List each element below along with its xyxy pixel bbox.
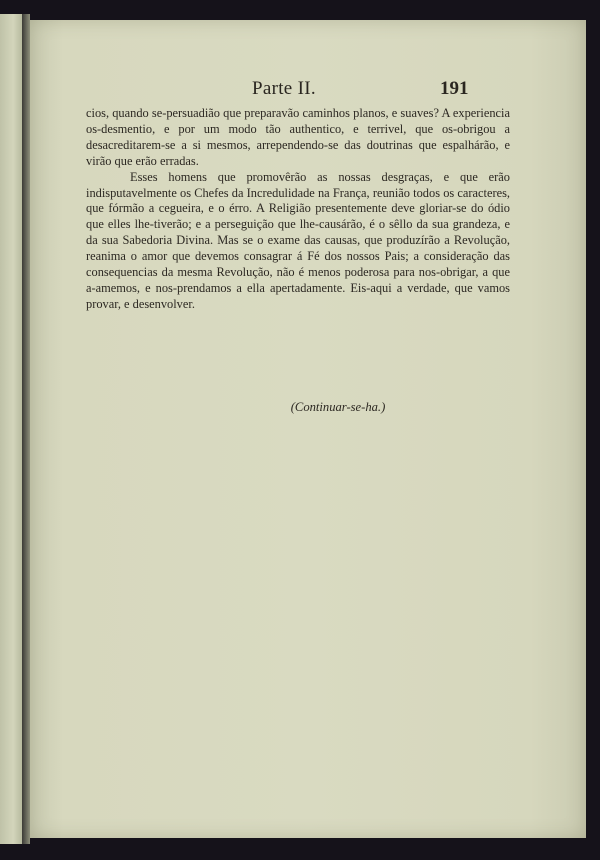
body-text [86, 106, 510, 313]
book-page [30, 20, 586, 838]
continuation-note [30, 400, 586, 415]
show-through-text [116, 360, 536, 790]
paragraph: Esses homens que promovêrão as nossas desgraças, e que erão indisputavelmente os Chefes da Incredulidade na França, reunião todos os caracteres, que fórmão a cegueira, e o érro. A Religião presentemente deve gloriar-se do ódio que elles lhe-tiverão; e a perseguição que lhe-causárão, é o sêllo da sua grandeza, e da sua Sabedoria Divina. Mas se o exame das causas, que produzírão a Revolução, reanima o amor que devemos consagrar á Fé dos nossos Pais; a consideração das consequencias da mesma Revolução, não é menos poderosa para nos-obrigar, a que a-amemos, e nos-prendamos a ella apertadamente. Eis-aqui a verdade, que vamos provar, e desenvolver. [86, 169, 510, 311]
paragraph-continued: cios, quando se-persuadião que preparavão caminhos planos, e suaves? A experiencia os-desmentio, e por um modo tão authentico, e terrivel, que os-obrigou a desacreditarem-se a si mesmos, arrependendo-se das doutrinas que espalhárão, e virão que erão erradas. [86, 106, 510, 168]
continuation-label: (Continuar-se-ha.) [290, 400, 386, 414]
page-header [30, 78, 586, 106]
book-gutter [22, 14, 30, 844]
left-page-edge [0, 14, 23, 844]
page-number: 191 [440, 78, 469, 99]
running-head: Parte II. [252, 78, 316, 99]
